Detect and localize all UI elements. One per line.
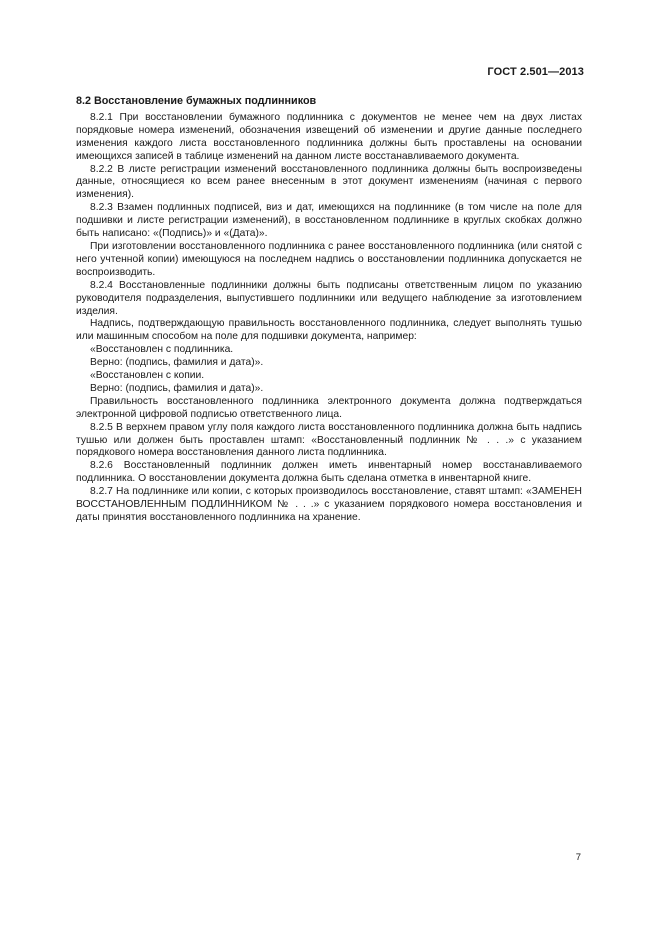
page-number: 7 <box>575 852 581 863</box>
document-body <box>76 95 582 525</box>
paragraph-8-2-2: 8.2.2 В листе регистрации изменений восстановленного подлинника должны быть воспроизведены данные, относящиеся ко всем ранее внесенным в этот документ изменениям (начиная с первого изменения). <box>76 163 582 201</box>
example-line: Верно: (подпись, фамилия и дата)». <box>90 382 264 394</box>
example-line: «Восстановлен с копии. <box>90 370 205 382</box>
example-line: Верно: (подпись, фамилия и дата)». <box>90 357 264 369</box>
paragraph-8-2-3-note: При изготовлении восстановленного подлинника с ранее восстановленного подлинника (или снятой с него учтенной копии) имеющуюся на последнем надпись о восстановлении подлинника допускается не воспроизводить. <box>76 240 582 278</box>
paragraph-8-2-6: 8.2.6 Восстановленный подлинник должен иметь инвентарный номер восстанавливаемого подлинника. О восстановлении документа должна быть сделана отметка в инвентарной книге. <box>76 460 582 485</box>
paragraph-8-2-1: 8.2.1 При восстановлении бумажного подлинника с документов не менее чем на двух листах порядковые номера изменений, обозначения извещений об изменении и другие данные последнего изменения каждого листа восстановленного подлинника должны быть проставлены на основании имеющихся записей в таблице изменений на данном листе восстанавливаемого документа. <box>76 111 582 162</box>
paragraph-8-2-5: 8.2.5 В верхнем правом углу поля каждого листа восстановленного подлинника должна быть надпись тушью или должен быть проставлен штамп: «Восстановленный подлинник № . . .» с указанием порядкового номера восстановления данного листа подлинника. <box>76 421 582 459</box>
paragraph-8-2-7: 8.2.7 На подлиннике или копии, с которых производилось восстановление, ставят штамп: «ЗАМЕНЕН ВОССТАНОВЛЕННЫМ ПОДЛИННИКОМ № . . .» с указанием порядкового номера восстановления и даты принятия восстановленного подлинника на хранение. <box>76 486 582 523</box>
example-line: «Восстановлен с подлинника. <box>90 344 234 356</box>
document-code: ГОСТ 2.501—2013 <box>487 66 584 78</box>
paragraph-8-2-4-inscription: Надпись, подтверждающую правильность восстановленного подлинника, следует выполнять тушью или машинным способом на поле для подшивки документа, например: <box>76 318 582 343</box>
section-title: 8.2 Восстановление бумажных подлинников <box>76 95 317 107</box>
paragraph-electronic-signature: Правильность восстановленного подлинника электронного документа должна подтверждаться электронной цифровой подписью ответственного лица. <box>76 395 582 420</box>
paragraph-8-2-4: 8.2.4 Восстановленные подлинники должны быть подписаны ответственным лицом по указанию руководителя подразделения, выпустившего подлинники или ведущего наблюдение за изготовлением изделия. <box>76 279 582 317</box>
paragraph-8-2-3: 8.2.3 Взамен подлинных подписей, виз и дат, имеющихся на подлиннике (в том числе на поле для подшивки и листе регистрации изменений), в восстановленном подлиннике в круглых скобках должно быть написано: «(Подпись)» и «(Дата)». <box>76 202 582 240</box>
